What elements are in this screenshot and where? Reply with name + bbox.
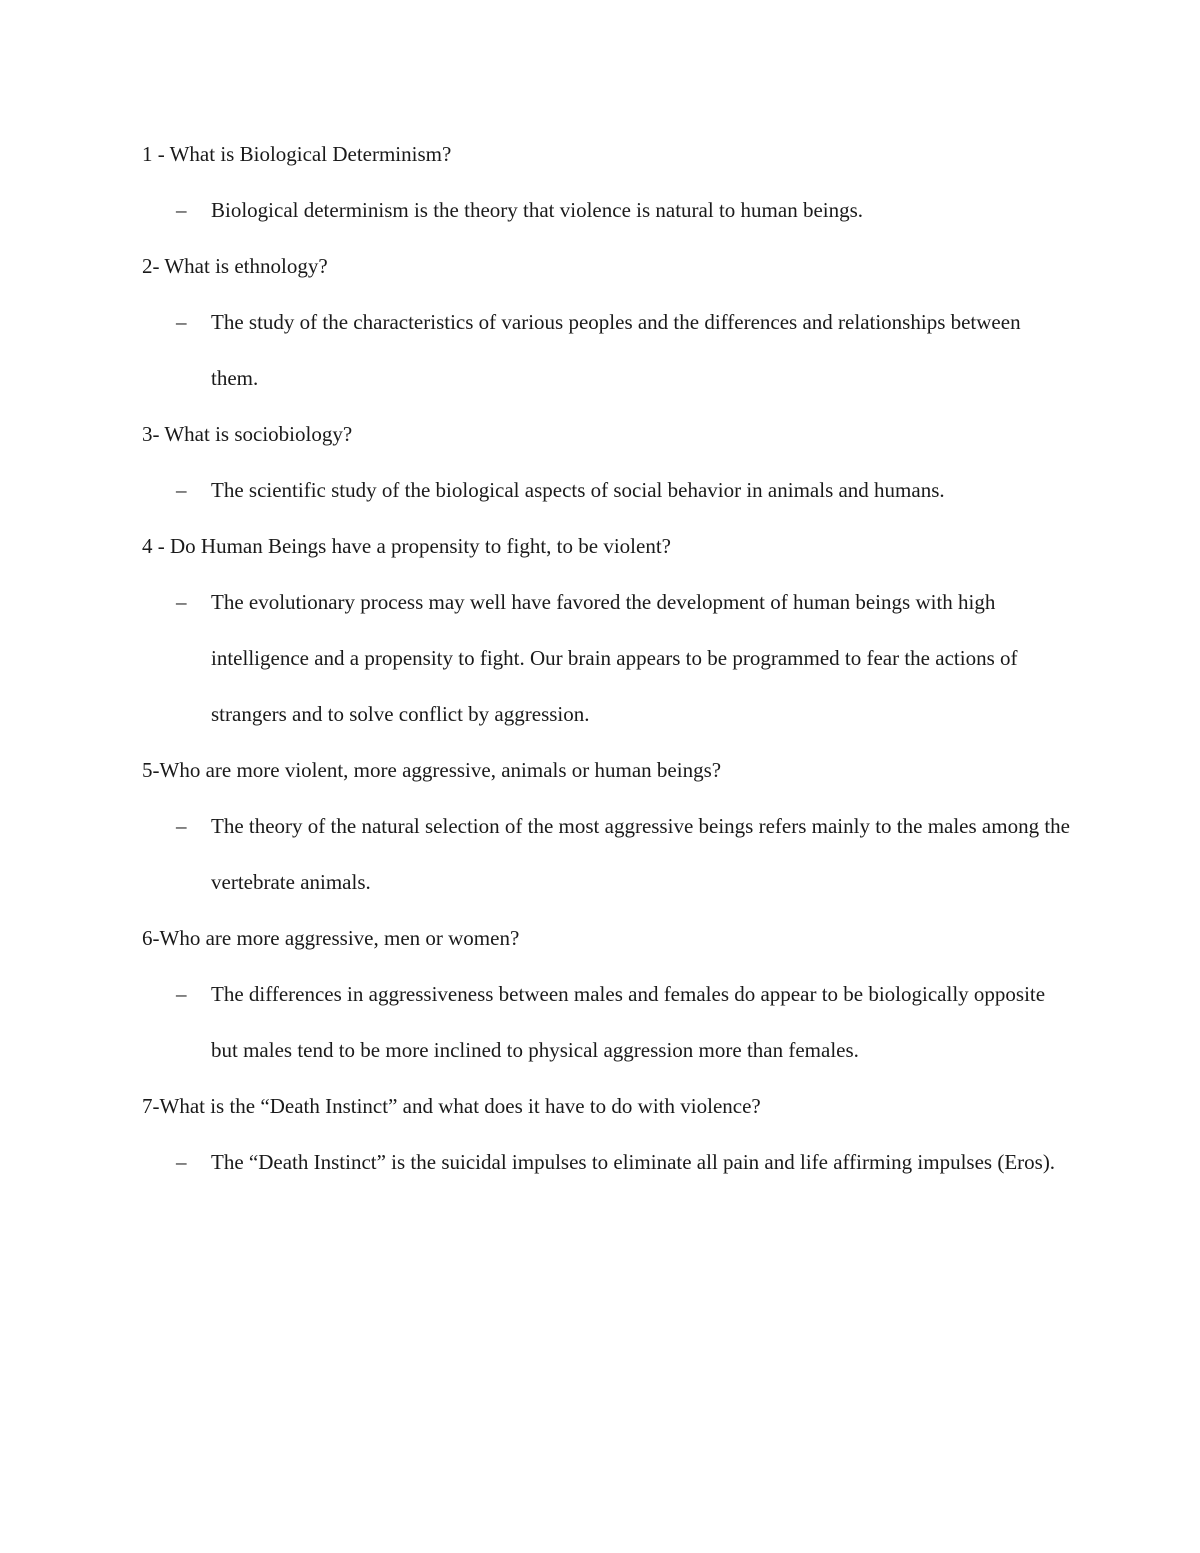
- answer-body: Biological determinism is the theory that violence is natural to human beings.: [211, 198, 864, 222]
- question-text: 5-Who are more violent, more aggressive, animals or human beings?: [142, 758, 722, 782]
- dash-bullet-icon: –: [176, 814, 187, 838]
- question-text: 7-What is the “Death Instinct” and what does it have to do with violence?: [142, 1094, 761, 1118]
- question-text: 2- What is ethnology?: [142, 254, 328, 278]
- dash-bullet-icon: –: [176, 198, 187, 222]
- answer-text: [142, 574, 1072, 742]
- answer-body: The theory of the natural selection of the most aggressive beings refers mainly to the males among the vertebrate animals.: [211, 814, 1070, 894]
- answer-body: The differences in aggressiveness between males and females do appear to be biologically opposite but males tend to be more inclined to physical aggression more than females.: [211, 982, 1046, 1062]
- qa-list: [142, 140, 1072, 1204]
- answer-text: [142, 294, 1072, 406]
- qa-item: [142, 756, 1072, 910]
- answer-body: The evolutionary process may well have favored the development of human beings with high intelligence and a propensity to fight. Our brain appears to be programmed to fear the actions of strangers and to solve conflict by aggression.: [211, 590, 1018, 726]
- answer-text: [142, 966, 1072, 1078]
- answer-body: The “Death Instinct” is the suicidal impulses to eliminate all pain and life affirming impulses (Eros).: [211, 1150, 1056, 1174]
- answer-text: [142, 798, 1072, 910]
- qa-item: [142, 252, 1072, 406]
- qa-item: [142, 532, 1072, 742]
- answer-body: The study of the characteristics of various peoples and the differences and relationships between them.: [211, 310, 1021, 390]
- dash-bullet-icon: –: [176, 310, 187, 334]
- answer-text: [142, 462, 1072, 518]
- qa-item: [142, 924, 1072, 1078]
- answer-body: The scientific study of the biological aspects of social behavior in animals and humans.: [211, 478, 945, 502]
- qa-item: [142, 1092, 1072, 1190]
- dash-bullet-icon: –: [176, 478, 187, 502]
- dash-bullet-icon: –: [176, 1150, 187, 1174]
- answer-text: [142, 1134, 1072, 1190]
- question-text: 1 - What is Biological Determinism?: [142, 142, 452, 166]
- question-text: 4 - Do Human Beings have a propensity to fight, to be violent?: [142, 534, 671, 558]
- dash-bullet-icon: –: [176, 590, 187, 614]
- question-text: 6-Who are more aggressive, men or women?: [142, 926, 520, 950]
- qa-item: [142, 140, 1072, 238]
- qa-item: [142, 420, 1072, 518]
- dash-bullet-icon: –: [176, 982, 187, 1006]
- question-text: 3- What is sociobiology?: [142, 422, 353, 446]
- answer-text: [142, 182, 1072, 238]
